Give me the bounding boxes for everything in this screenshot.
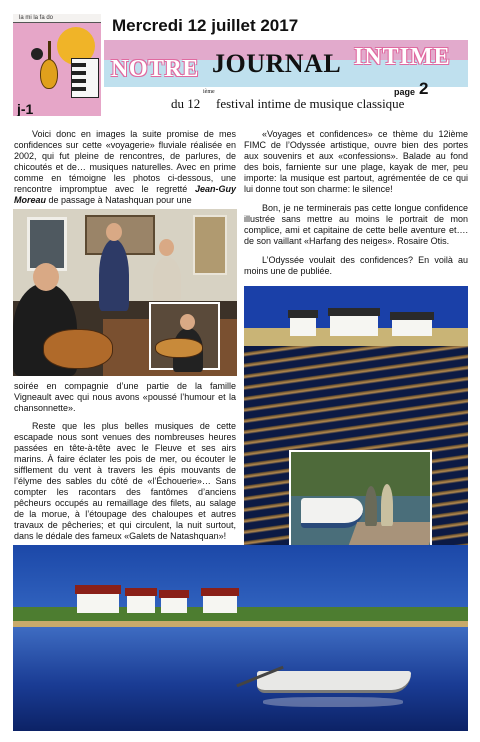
masthead-title-journal: JOURNAL: [212, 49, 342, 78]
house-roof: [390, 312, 434, 320]
subtitle-rest: festival intime de musique classique: [216, 96, 405, 111]
paragraph: [14, 129, 236, 206]
house-roof: [75, 585, 121, 594]
article-right-column: [244, 129, 468, 277]
house-roof: [159, 590, 189, 598]
article-left-intro: [14, 129, 236, 206]
standing-man-head: [106, 223, 122, 241]
keyboard-illustration: [71, 58, 99, 98]
rowboat: [257, 671, 411, 693]
article-left-continued: [14, 381, 236, 542]
paragraph: Reste que les plus belles musiques de cette escapade nous sont venues des nombreuses heures passées en tête-à-tête avec le Fleuve et ses airs marins. À faire éclater les pois de mer, ou écouter le sifflement du vent à travers les épis mouvants de l’élyme des sables du côté de «l’Échouerie»… Sans compter les racontars des fantômes d’anciens pêcheurs occupés au remaillage des filets, au salage de la morue, à l’étoupage des chaloupes et autres travaux de pêcheries; et qui circulent, la nuit surtout, dans le dédale des fameux «Galets de Natashquan»!: [14, 421, 236, 541]
inset-guitar: [155, 338, 203, 358]
cello-illustration: [40, 59, 58, 89]
paragraph: soirée en compagnie d’une partie de la famille Vigneault avec qui nous avons «poussé l’humour et la chansonnette».: [14, 381, 236, 413]
subtitle-superscript: ième: [203, 89, 215, 95]
standing-man: [99, 239, 129, 311]
house-roof: [201, 588, 239, 596]
white-house: [161, 597, 187, 613]
festival-subtitle: [171, 89, 405, 112]
masthead-title-notre: NOTRE: [111, 56, 199, 82]
page-number: 2: [419, 79, 429, 98]
countdown-label: j-1: [17, 101, 34, 116]
house-roof: [125, 588, 157, 596]
music-staff: [13, 14, 101, 23]
white-house: [392, 318, 432, 336]
festival-logo: [13, 14, 101, 116]
white-house: [77, 593, 119, 613]
house-roof: [328, 308, 380, 316]
issue-date: Mercredi 12 juillet 2017: [112, 16, 299, 35]
musician-head-illustration: [31, 48, 43, 60]
white-house: [127, 595, 155, 613]
seated-person: [153, 257, 181, 301]
paragraph: «Voyages et confidences» ce thème du 12ième FIMC de l’Odyssée artistique, ouvre bien des portes aux souvenirs et aux «confessions». Balade au fond des bois, farniente sur une plage, kayak de mer, peu importe: la musique est partout, agrémentée de ce qui lui donne tout son charme: le silence!: [244, 129, 468, 194]
intro-text-end: de passage à Natashquan pour une: [48, 195, 192, 205]
white-house: [290, 316, 316, 336]
subtitle-prefix: du 12: [171, 96, 201, 111]
masthead-title-intime: INTIME: [354, 44, 451, 70]
man-on-dock: [381, 484, 393, 526]
photo-natashquan-bay: [13, 545, 468, 731]
guitarist-head: [33, 263, 59, 291]
inset-musician-head: [180, 314, 195, 330]
guitar: [43, 329, 113, 369]
person-name: Jean-Guy Moreau: [14, 184, 236, 205]
photo-inset-boat-captain: [289, 450, 432, 554]
page-label: page: [394, 87, 416, 97]
man-on-dock: [365, 486, 377, 526]
photo-inset-guitarist: [149, 302, 220, 370]
intro-text: Voici donc en images la suite promise de mes confidences sur cette «voyagerie» fluviale réalisée en 2002, qui fut pleine de rencontres, de parlures, de chicoutés et de… musiques naturelles. Avec en prime comme en témoigne les photos ci-dessous, une rencontre impromptue avec le regretté: [14, 129, 236, 194]
paragraph: L’Odyssée voulait des confidences? En voilà au moins une de publiée.: [244, 255, 468, 276]
paragraph: Bon, je ne terminerais pas cette longue confidence illustrée sans mettre au moins le portrait de mon complice, ami et capitaine de cette belle aventure et…. de son vaillant «Harfang des neiges». Rosaire Otis.: [244, 203, 468, 246]
seated-person-head: [159, 239, 174, 256]
white-house: [330, 314, 378, 336]
house-roof: [288, 310, 318, 318]
rowboat-reflection: [263, 697, 403, 707]
white-house: [203, 595, 237, 613]
room-door: [193, 215, 227, 275]
staff-notes: la mi la fa do: [19, 15, 54, 21]
motor-boat: [301, 498, 363, 528]
